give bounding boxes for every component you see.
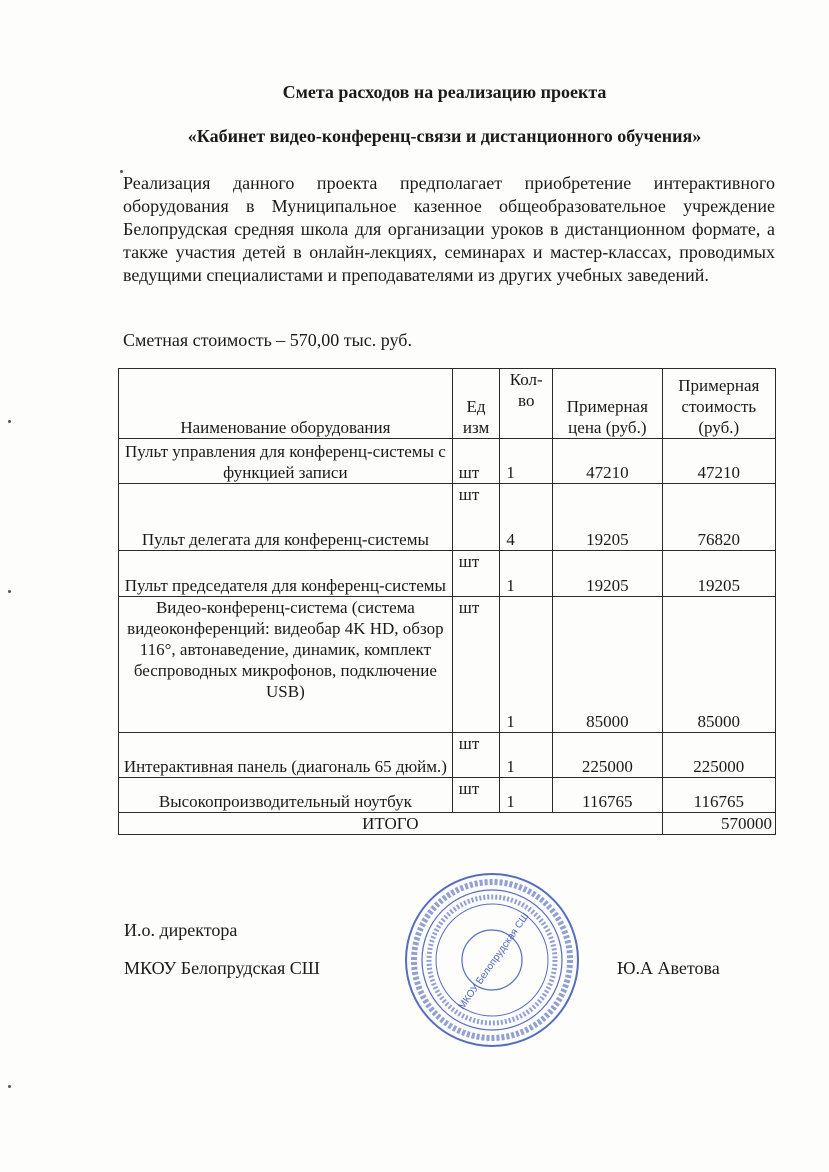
row-unit: шт	[452, 597, 500, 733]
scan-speck	[8, 590, 11, 593]
document-title: Смета расходов на реализацию проекта	[282, 82, 607, 102]
row-name: Видео-конференц-система (система видеоконференций: видеобар 4K HD, обзор 116°, автонаведение, динамик, комплект беспроводных микрофонов, подключение USB)	[119, 597, 453, 733]
table-row	[119, 484, 776, 551]
row-unit: шт	[452, 778, 500, 813]
row-qty: 1	[500, 597, 553, 733]
equipment-table	[118, 368, 776, 835]
header-cost: Примерная стоимость (руб.)	[662, 369, 775, 439]
row-name: Пульт делегата для конференц-системы	[119, 484, 453, 551]
row-qty: 4	[500, 484, 553, 551]
row-qty: 1	[500, 439, 553, 484]
scan-speck	[8, 420, 11, 423]
row-cost: 85000	[662, 597, 775, 733]
table-row	[119, 439, 776, 484]
total-row	[119, 813, 776, 835]
row-unit: шт	[452, 484, 500, 551]
header-price: Примерная цена (руб.)	[553, 369, 662, 439]
row-qty: 1	[500, 733, 553, 778]
row-unit: шт	[452, 439, 500, 484]
row-cost: 225000	[662, 733, 775, 778]
intro-paragraph: Реализация данного проекта предполагает приобретение интерактивного оборудования в Муниципальное казенное общеобразовательное учреждение Белопрудская средняя школа для организации уроков в дистанционном формате, а также участия детей в онлайн-лекциях, семинарах и мастер-классах, проводимых ведущими специалистами и преподавателями из других учебных заведений.	[123, 173, 775, 285]
document-subtitle: «Кабинет видео-конференц-связи и дистанционного обучения»	[187, 126, 702, 146]
total-value: 570000	[662, 813, 775, 835]
row-price: 19205	[553, 484, 662, 551]
table-header-row	[119, 369, 776, 439]
table-row	[119, 733, 776, 778]
row-name: Пульт управления для конференц-системы с функцией записи	[119, 439, 453, 484]
row-cost: 116765	[662, 778, 775, 813]
row-name: Интерактивная панель (диагональ 65 дюйм.)	[119, 733, 453, 778]
row-name: Пульт председателя для конференц-системы	[119, 551, 453, 597]
table-row	[119, 551, 776, 597]
total-label: ИТОГО	[119, 813, 663, 835]
row-name: Высокопроизводительный ноутбук	[119, 778, 453, 813]
row-cost: 76820	[662, 484, 775, 551]
scan-speck	[120, 170, 123, 173]
stamp-center-text: МКОУ Белопрудская СШ	[456, 911, 532, 1012]
scan-speck	[8, 1085, 11, 1088]
header-name: Наименование оборудования	[119, 369, 453, 439]
official-stamp-icon	[402, 870, 582, 1050]
row-cost: 47210	[662, 439, 775, 484]
row-cost: 19205	[662, 551, 775, 597]
row-qty: 1	[500, 778, 553, 813]
row-price: 47210	[553, 439, 662, 484]
signature-position: И.о. директора	[124, 920, 238, 940]
signature-name: Ю.А Аветова	[617, 958, 720, 978]
row-price: 225000	[553, 733, 662, 778]
row-unit: шт	[452, 733, 500, 778]
row-price: 19205	[553, 551, 662, 597]
row-unit: шт	[452, 551, 500, 597]
table-row	[119, 778, 776, 813]
row-qty: 1	[500, 551, 553, 597]
row-price: 85000	[553, 597, 662, 733]
header-unit: Ед изм	[452, 369, 500, 439]
table-row	[119, 597, 776, 733]
row-price: 116765	[553, 778, 662, 813]
signature-organization: МКОУ Белопрудская СШ	[124, 958, 320, 978]
estimated-cost: Сметная стоимость – 570,00 тыс. руб.	[123, 330, 412, 350]
header-qty: Кол-во	[500, 369, 553, 439]
